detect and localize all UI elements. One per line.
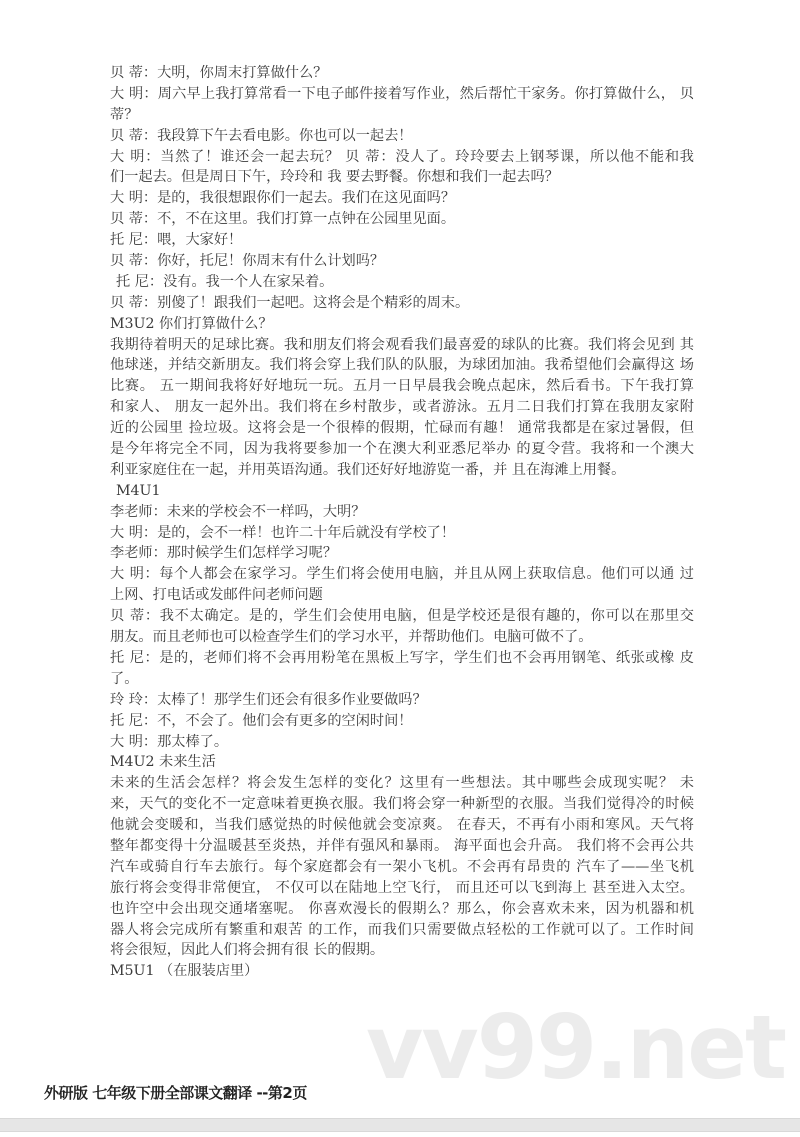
text-line: 他球迷，并结交新朋友。我们将会穿上我们队的队服，为球团加油。我希望他们会赢得这 场 [110,357,694,374]
text-line: 旅行将会变得非常便宜， 不仅可以在陆地上空飞行， 而且还可以飞到海上 甚至进入太空。 [110,879,694,896]
text-line: 大 明：周六早上我打算常看一下电子邮件接着写作业，然后帮忙干家务。你打算做什么， 贝 [110,85,694,102]
text-line: 整年都变得十分温暖甚至炎热，并伴有强风和暴雨。 海平面也会升高。 我们将不会再公共 [110,837,694,854]
text-line: 近的公园里 捡垃圾。这将会是一个很棒的假期，忙碌而有趣！ 通常我都是在家过暑假，但 [110,420,694,437]
text-line: M4U1 [116,482,161,499]
text-line: 将会很短，因此人们将会拥有很 长的假期。 [110,942,385,959]
text-line: 贝 蒂：你好，托尼！你周末有什么计划吗？ [110,253,385,270]
text-line: 贝 蒂：我段算下午去看电影。你也可以一起去！ [110,127,413,144]
text-line: 汽车或骑自行车去旅行。每个家庭都会有一架小飞机。不会再有昂贵的 汽车了——坐飞机 [110,858,694,875]
text-line: 托 尼：没有。我一个人在家呆着。 [116,273,334,290]
text-line: 李老师：未来的学校会不一样吗，大明？ [110,503,366,520]
text-line: 托 尼：不，不会了。他们会有更多的空闲时间！ [110,712,413,729]
page-footer: 外研版 七年级下册全部课文翻译 --第2页 [44,1084,307,1102]
text-line: 我期待着明天的足球比赛。我和朋友们将会观看我们最喜爱的球队的比赛。我们将会见到 其 [110,336,694,353]
text-line: 了。 [110,670,139,687]
text-line: 和家人、 朋友一起外出。我们将在乡村散步，或者游泳。五月二日我们打算在我朋友家附 [110,399,694,416]
text-line: 大 明：每个人都会在家学习。学生们将会使用电脑，并且从网上获取信息。他们可以通 过 [110,566,694,583]
text-line: M5U1 （在服装店里） [110,963,259,980]
text-line: 利亚家庭住在一起，并用英语沟通。我们还好好地游览一番，并 且在海滩上用餐。 [110,461,626,478]
text-line: 器人将会完成所有繁重和艰苦 的工作，而我们只需要做点轻松的工作就可以了。工作时间 [110,921,694,938]
text-line: 大 明：是的，我很想跟你们一起去。我们在这见面吗？ [110,190,456,207]
document-body [110,63,694,982]
text-line: 也许空中会出现交通堵塞呢。 你喜欢漫长的假期么？那么，你会喜欢未来，因为机器和机 [110,900,694,917]
text-line: 是今年将完全不同，因为我将要参加一个在澳大利亚悉尼举办 的夏令营。我将和一个澳大 [110,441,694,458]
text-line: 贝 蒂：不，不在这里。我们打算一点钟在公园里见面。 [110,211,456,228]
text-line: 托 尼：是的，老师们将不会再用粉笔在黑板上写字，学生们也不会再用钢笔、纸张或橡 皮 [110,649,694,666]
text-line: 朋友。而且老师也可以检查学生们的学习水平，并帮助他们。电脑可做不了。 [110,629,593,646]
text-line: 贝 蒂：大明，你周末打算做什么？ [110,65,328,81]
text-line: 他就会变暖和，当我们感觉热的时候他就会变凉爽。 在春天，不再有小雨和寒风。天气将 [110,817,694,834]
text-line: 贝 蒂：我不太确定。是的，学生们会使用电脑，但是学校还是很有趣的，你可以在那里交 [110,608,694,625]
text-line: 李老师：那时候学生们怎样学习呢？ [110,545,338,562]
watermark: vv99.net [366,996,786,1099]
text-line: 们一起去。但是周日下午，玲玲和 我 要去野餐。你想和我们一起去吗？ [110,169,559,186]
text-line: 未来的生活会怎样？将会发生怎样的变化？这里有一些想法。其中哪些会成现实呢？ 未 [110,775,694,792]
text-line: 蒂？ [110,106,139,123]
text-line: 贝 蒂：别傻了！跟我们一起吧。这将会是个精彩的周末。 [110,294,470,311]
text-line: 托 尼：喂，大家好！ [110,232,243,249]
text-line: 比赛。 五一期间我将好好地玩一玩。五月一日早晨我会晚点起床，然后看书。下午我打算 [110,378,694,395]
text-line: 上网、打电话或发邮件问老师问题 [110,587,323,604]
text-line: 大 明：是的，会不一样！也许二十年后就没有学校了！ [110,524,456,541]
page-separator [0,1118,800,1132]
text-line: 来，天气的变化不一定意味着更换衣服。我们将会穿一种新型的衣服。当我们觉得冷的时候 [110,796,694,813]
text-line: 大 明：那太棒了。 [110,733,229,750]
text-line: M4U2 未来生活 [110,754,216,771]
text-line: 大 明：当然了！谁还会一起去玩？ 贝 蒂：没人了。玲玲要去上钢琴课，所以他不能和我 [110,148,694,165]
text-line: 玲 玲：太棒了！那学生们还会有很多作业要做吗？ [110,691,427,708]
text-line: M3U2 你们打算做什么？ [110,315,273,332]
